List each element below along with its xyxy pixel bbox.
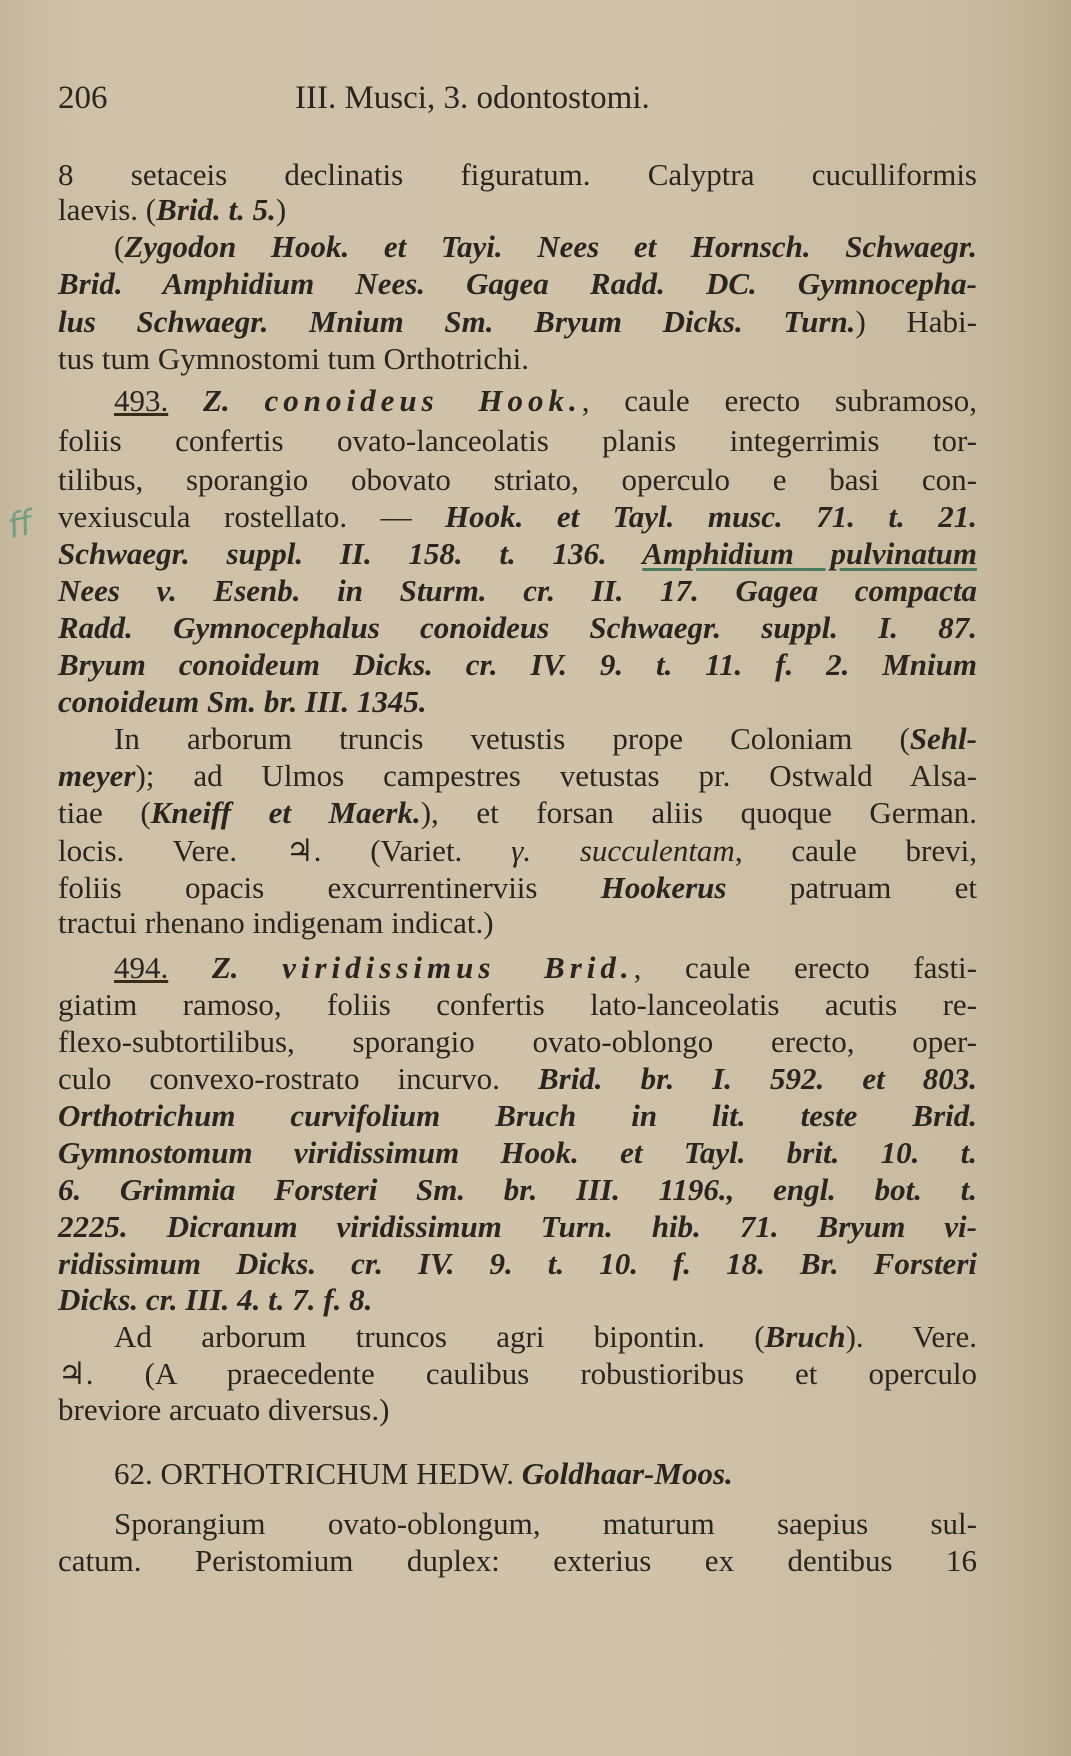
text-run: foliis opacis excurrentinerviis	[58, 870, 601, 905]
entry-number: 493.	[114, 383, 169, 418]
text-line	[58, 1134, 977, 1171]
text-line	[58, 683, 427, 720]
text-run: tiae (	[58, 795, 151, 830]
text-run: Z.	[168, 383, 265, 418]
text-run: ), et forsan aliis quoque German.	[420, 795, 978, 830]
text-run: conoideum Sm. br. III. 1345.	[58, 684, 427, 719]
text-run: Orthotrichum curvifolium Bruch in lit. teste Brid.	[58, 1098, 977, 1133]
text-line	[58, 869, 977, 906]
text-run: ). Vere.	[845, 1319, 977, 1354]
text-run: Bruch	[764, 1319, 846, 1354]
text-line	[58, 904, 494, 941]
text-line	[58, 1060, 977, 1097]
text-run: Nees v. Esenb. in Sturm. cr. II. 17. Gagea compacta	[58, 573, 977, 608]
text-run: . (Variet.	[313, 833, 512, 868]
text-run: Gymnostomum viridissimum Hook. et Tayl. brit. 10. t.	[58, 1135, 977, 1170]
text-run: Radd. Gymnocephalus conoideus Schwaegr. suppl. I. 87.	[58, 610, 977, 645]
text-run: foliis confertis ovato-lanceolatis planis integerrimis tor-	[58, 423, 977, 458]
perennial-symbol: ♃	[58, 1356, 86, 1392]
text-run: tractui rhenano indigenam indicat.)	[58, 905, 494, 940]
text-line	[58, 986, 977, 1023]
text-run: patruam et	[726, 870, 977, 905]
margin-pen-mark: ff	[4, 502, 37, 548]
text-run: 2225. Dicranum viridissimum Turn. hib. 71. Bryum vi-	[58, 1209, 977, 1244]
text-run: Ad arborum truncos agri bipontin. (	[114, 1319, 765, 1354]
text-run: locis. Vere.	[58, 833, 286, 868]
text-line	[58, 1171, 977, 1208]
text-line	[58, 1097, 977, 1134]
text-run: Z.	[168, 950, 283, 985]
text-run: Brid. Amphidium Nees. Gagea Radd. DC. Gymnocepha-	[58, 266, 977, 301]
text-run: culo convexo-rostrato incurvo.	[58, 1061, 538, 1096]
text-run: ridissimum Dicks. cr. IV. 9. t. 10. f. 18. Br. Forsteri	[58, 1246, 977, 1281]
text-line	[58, 303, 977, 340]
text-line	[114, 949, 977, 986]
text-run: Goldhaar-Moos.	[521, 1456, 733, 1491]
text-run: , caule erecto fasti-	[633, 950, 977, 985]
text-run: viridissimus Brid.	[282, 950, 634, 985]
text-run: meyer	[58, 758, 136, 793]
text-line	[114, 1318, 977, 1355]
text-run: Brid. t. 5.	[156, 192, 276, 227]
text-run: Hookerus	[600, 870, 727, 905]
text-line	[58, 461, 977, 498]
text-run: Hook. et Tayl. musc. 71. t. 21.	[445, 499, 977, 534]
text-run: , caule brevi,	[734, 833, 977, 868]
text-line	[114, 1505, 977, 1542]
text-line	[58, 1542, 977, 1579]
text-run: tilibus, sporangio obovato striato, operculo e basi con-	[58, 462, 977, 497]
text-line	[58, 1281, 372, 1318]
text-run: Dicks. cr. III. 4. t. 7. f. 8.	[58, 1282, 373, 1317]
text-run: Kneiff et Maerk.	[150, 795, 421, 830]
text-run: Sporangium ovato-oblongum, maturum saepius sul-	[114, 1506, 977, 1541]
text-run: In arborum truncis vetustis prope Coloniam (	[114, 721, 910, 756]
page-number: 206	[58, 80, 108, 116]
text-line	[114, 382, 977, 419]
text-line	[58, 794, 977, 831]
section-heading	[114, 1455, 733, 1492]
text-run: conoideus Hook.	[264, 383, 582, 418]
text-line	[58, 1355, 977, 1393]
text-run: 8 setaceis declinatis figuratum. Calyptra cuculliformis	[58, 157, 977, 192]
text-run: vexiuscula rostellato. —	[58, 499, 446, 534]
text-run: flexo-subtortilibus, sporangio ovato-oblongo erecto, oper-	[58, 1024, 977, 1059]
text-run: Schwaegr. suppl. II. 158. t. 136.	[58, 536, 643, 571]
text-line	[58, 1023, 977, 1060]
perennial-symbol: ♃	[285, 833, 314, 869]
text-run: catum. Peristomium duplex: exterius ex dentibus 16	[58, 1543, 977, 1578]
text-run: ); ad Ulmos campestres vetustas pr. Ostwald Alsa-	[135, 758, 977, 793]
text-run: , caule erecto subramoso,	[581, 383, 977, 418]
text-run: . (A praecedente caulibus robustioribus et operculo	[85, 1356, 977, 1391]
text-run: lus Schwaegr. Mnium Sm. Bryum Dicks. Turn.	[58, 304, 856, 339]
text-run: (	[114, 229, 125, 264]
text-run: Zygodon Hook. et Tayi. Nees et Hornsch. Schwaegr.	[124, 229, 977, 264]
entry-number: 494.	[114, 950, 169, 985]
text-run: 62. ORTHOTRICHUM HEDW.	[114, 1456, 522, 1491]
text-line	[114, 720, 977, 757]
text-line	[114, 228, 977, 265]
text-run: giatim ramoso, foliis confertis lato-lanceolatis acutis re-	[58, 987, 977, 1022]
text-line	[58, 535, 977, 572]
text-run: Amphidium pulvinatum	[642, 536, 977, 571]
text-run: breviore arcuato diversus.)	[58, 1392, 390, 1427]
text-run: 6. Grimmia Forsteri Sm. br. III. 1196., engl. bot. t.	[58, 1172, 977, 1207]
text-line	[58, 422, 977, 459]
text-line	[58, 609, 977, 646]
text-line	[58, 191, 286, 228]
text-line	[58, 156, 977, 193]
text-line	[58, 498, 977, 535]
text-run: )	[275, 192, 287, 227]
text-run: γ. succulentam	[511, 833, 735, 868]
running-title: III. Musci, 3. odontostomi.	[295, 80, 650, 116]
text-line	[58, 572, 977, 609]
text-line	[58, 757, 977, 794]
text-run: Bryum conoideum Dicks. cr. IV. 9. t. 11. f. 2. Mnium	[58, 647, 977, 682]
text-line	[58, 832, 977, 870]
text-run: laevis. (	[58, 192, 157, 227]
text-line	[58, 1391, 389, 1428]
text-run: tus tum Gymnostomi tum Orthotrichi.	[58, 341, 530, 376]
text-line	[58, 340, 529, 377]
text-line	[58, 1208, 977, 1245]
text-run: ) Habi-	[855, 304, 977, 339]
text-line	[58, 646, 977, 683]
text-line	[58, 265, 977, 302]
text-line	[58, 1245, 977, 1282]
text-run: Brid. br. I. 592. et 803.	[537, 1061, 977, 1096]
text-run: Sehl-	[909, 721, 977, 756]
